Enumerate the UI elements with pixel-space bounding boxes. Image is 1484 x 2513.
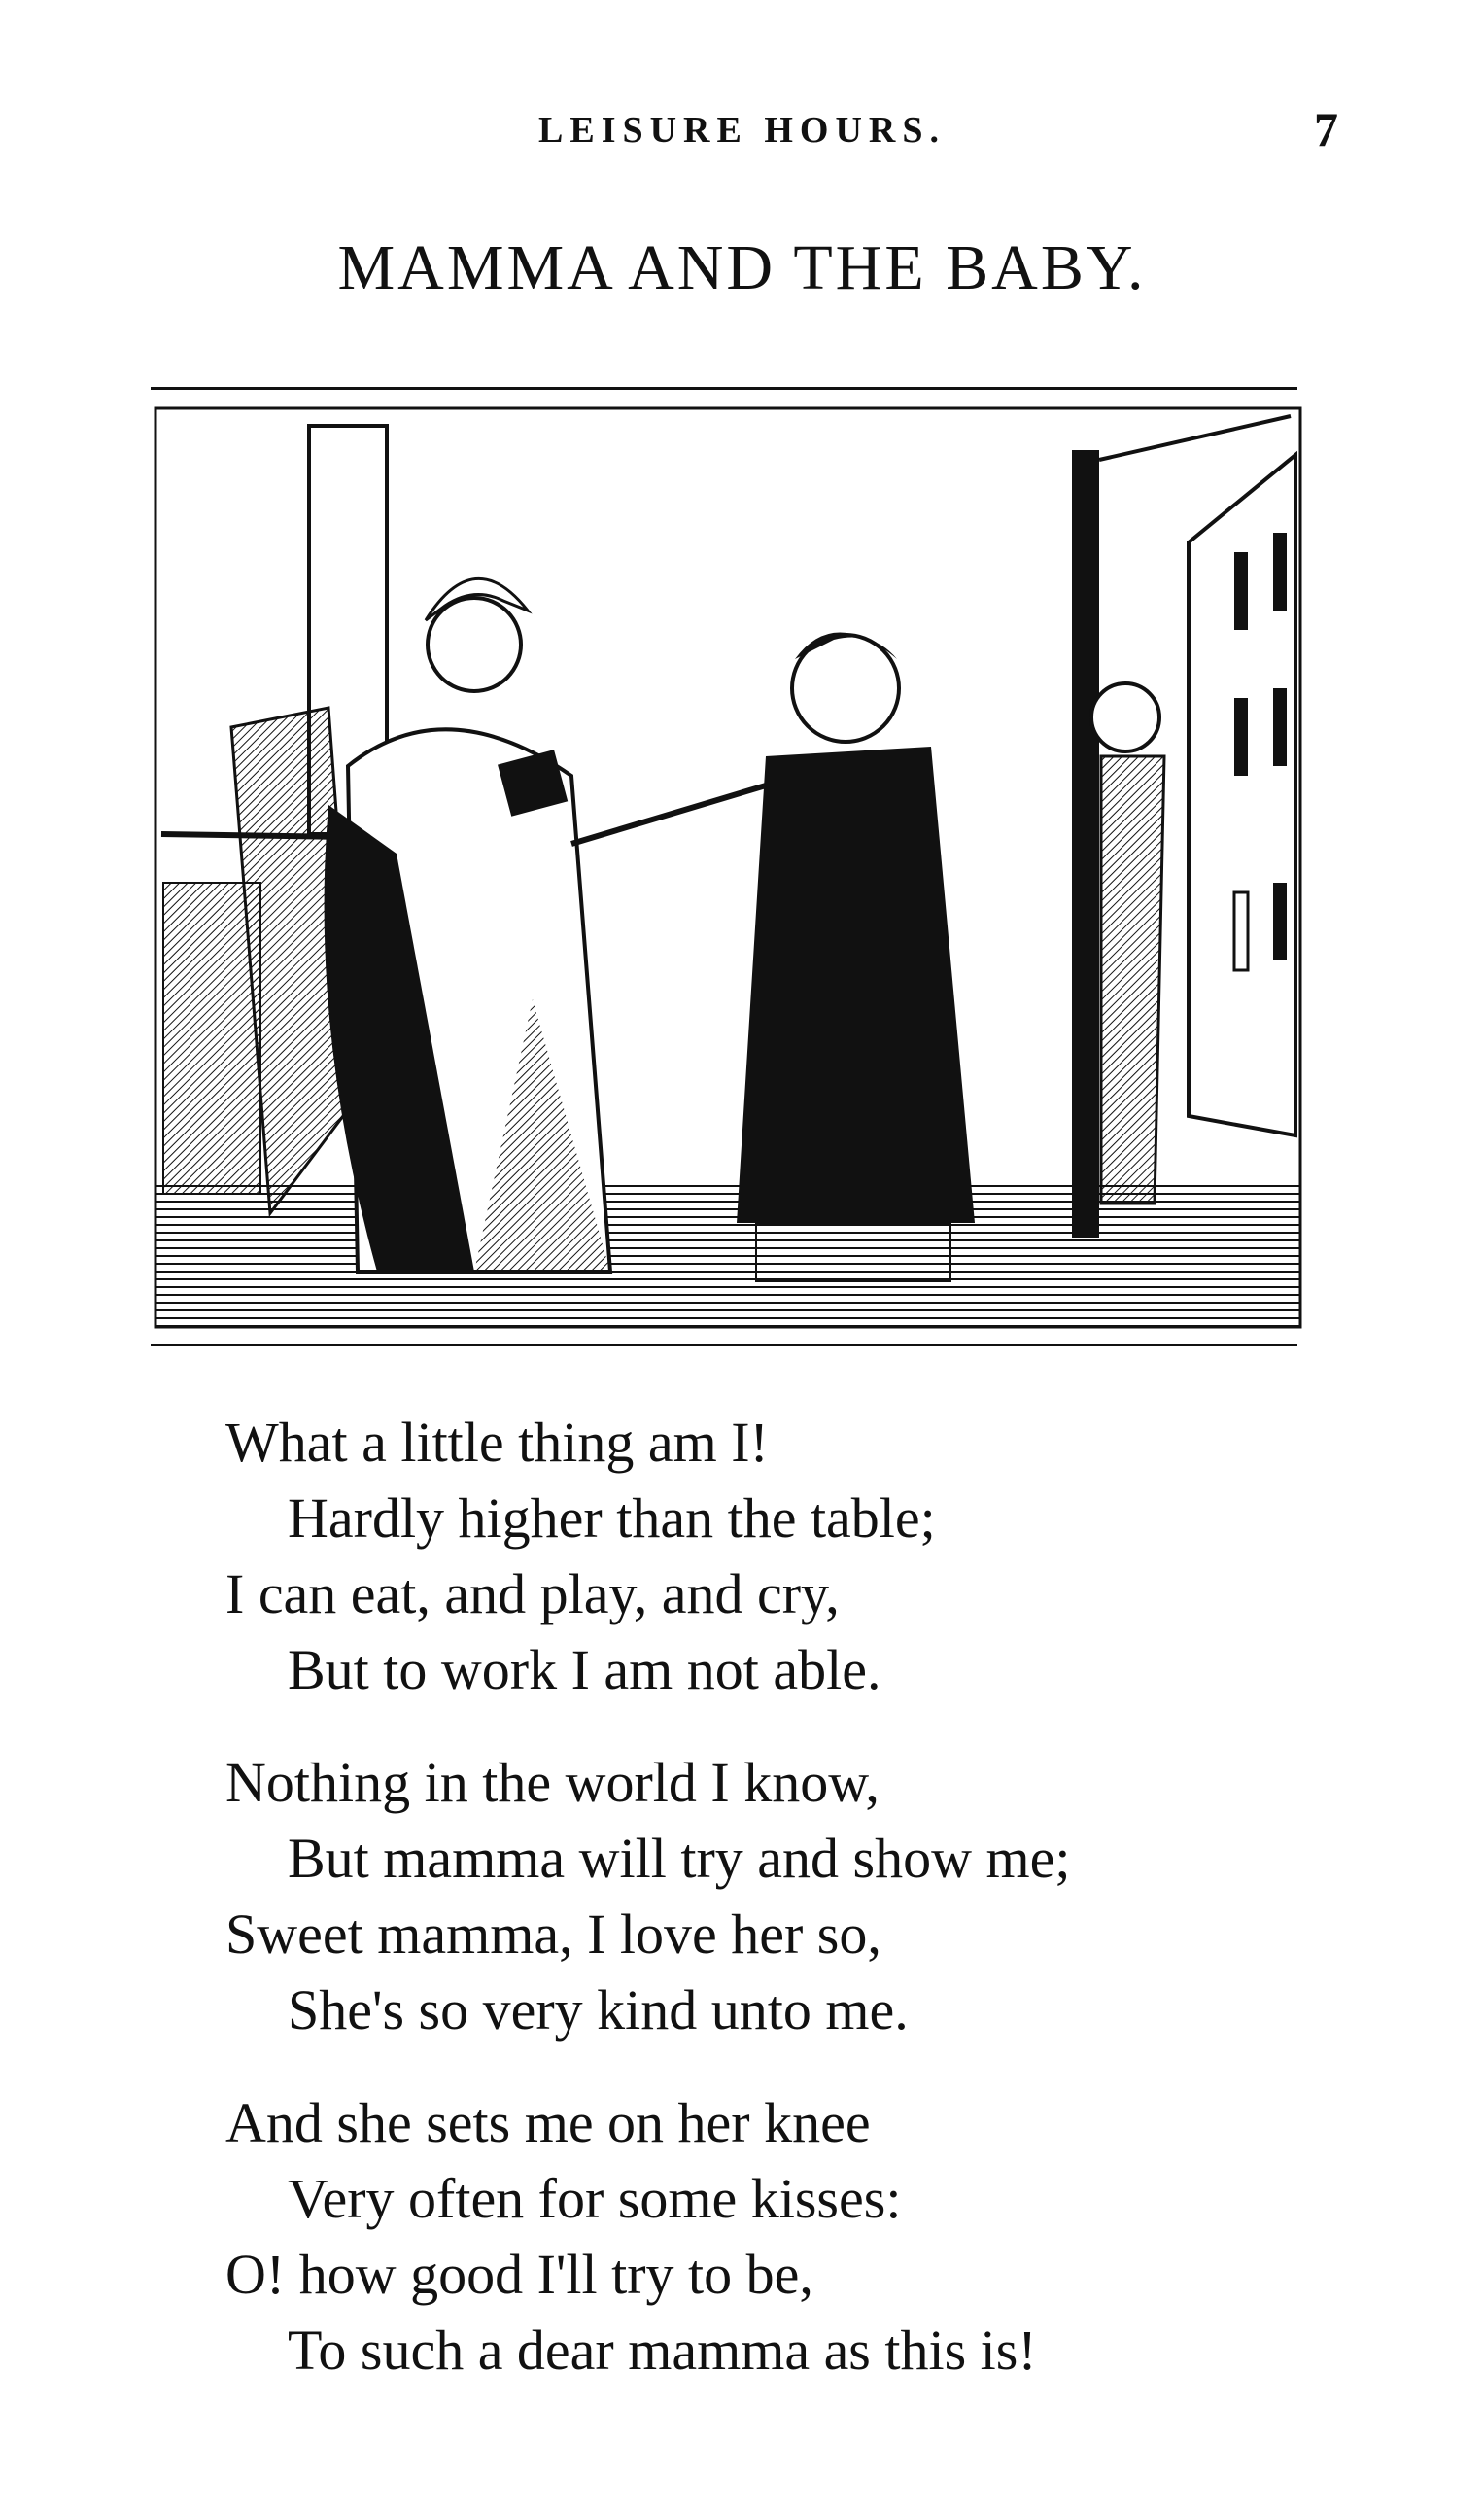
poem-line: Sweet mamma, I love her so,: [225, 1902, 881, 1966]
poem-line: But to work I am not able.: [288, 1638, 881, 1701]
page-number: 7: [1314, 102, 1338, 157]
woodcut-illustration: [154, 397, 1302, 1335]
side-table: [163, 883, 260, 1194]
poem: [225, 1405, 1294, 2426]
poem-line: She's so very kind unto me.: [288, 1978, 909, 2042]
poem-line: O! how good I'll try to be,: [225, 2243, 813, 2306]
floor: [155, 1184, 1300, 1327]
rule-top: [151, 387, 1297, 390]
page-title: MAMMA AND THE BABY.: [337, 232, 1147, 303]
child-dress: [737, 747, 975, 1223]
poem-line: What a little thing am I!: [225, 1411, 769, 1474]
poem-line: Nothing in the world I know,: [225, 1751, 880, 1814]
stanza-1: [225, 1405, 1294, 1708]
poem-line: Very often for some kisses:: [288, 2167, 902, 2230]
rule-bottom: [151, 1344, 1297, 1346]
poem-line: I can eat, and play, and cry,: [225, 1562, 840, 1625]
girl-dress: [1101, 756, 1164, 1204]
stanza-3: [225, 2085, 1294, 2389]
poem-line: To such a dear mamma as this is!: [288, 2319, 1037, 2382]
mother-head: [428, 598, 521, 691]
poem-line: Hardly higher than the table;: [288, 1486, 936, 1550]
poem-line: But mamma will try and show me;: [288, 1827, 1071, 1890]
girl-head: [1091, 683, 1159, 751]
door-post: [1072, 450, 1099, 1238]
running-head: LEISURE HOURS.: [538, 110, 946, 151]
poem-line: And she sets me on her knee: [225, 2091, 871, 2154]
stanza-2: [225, 1745, 1294, 2048]
